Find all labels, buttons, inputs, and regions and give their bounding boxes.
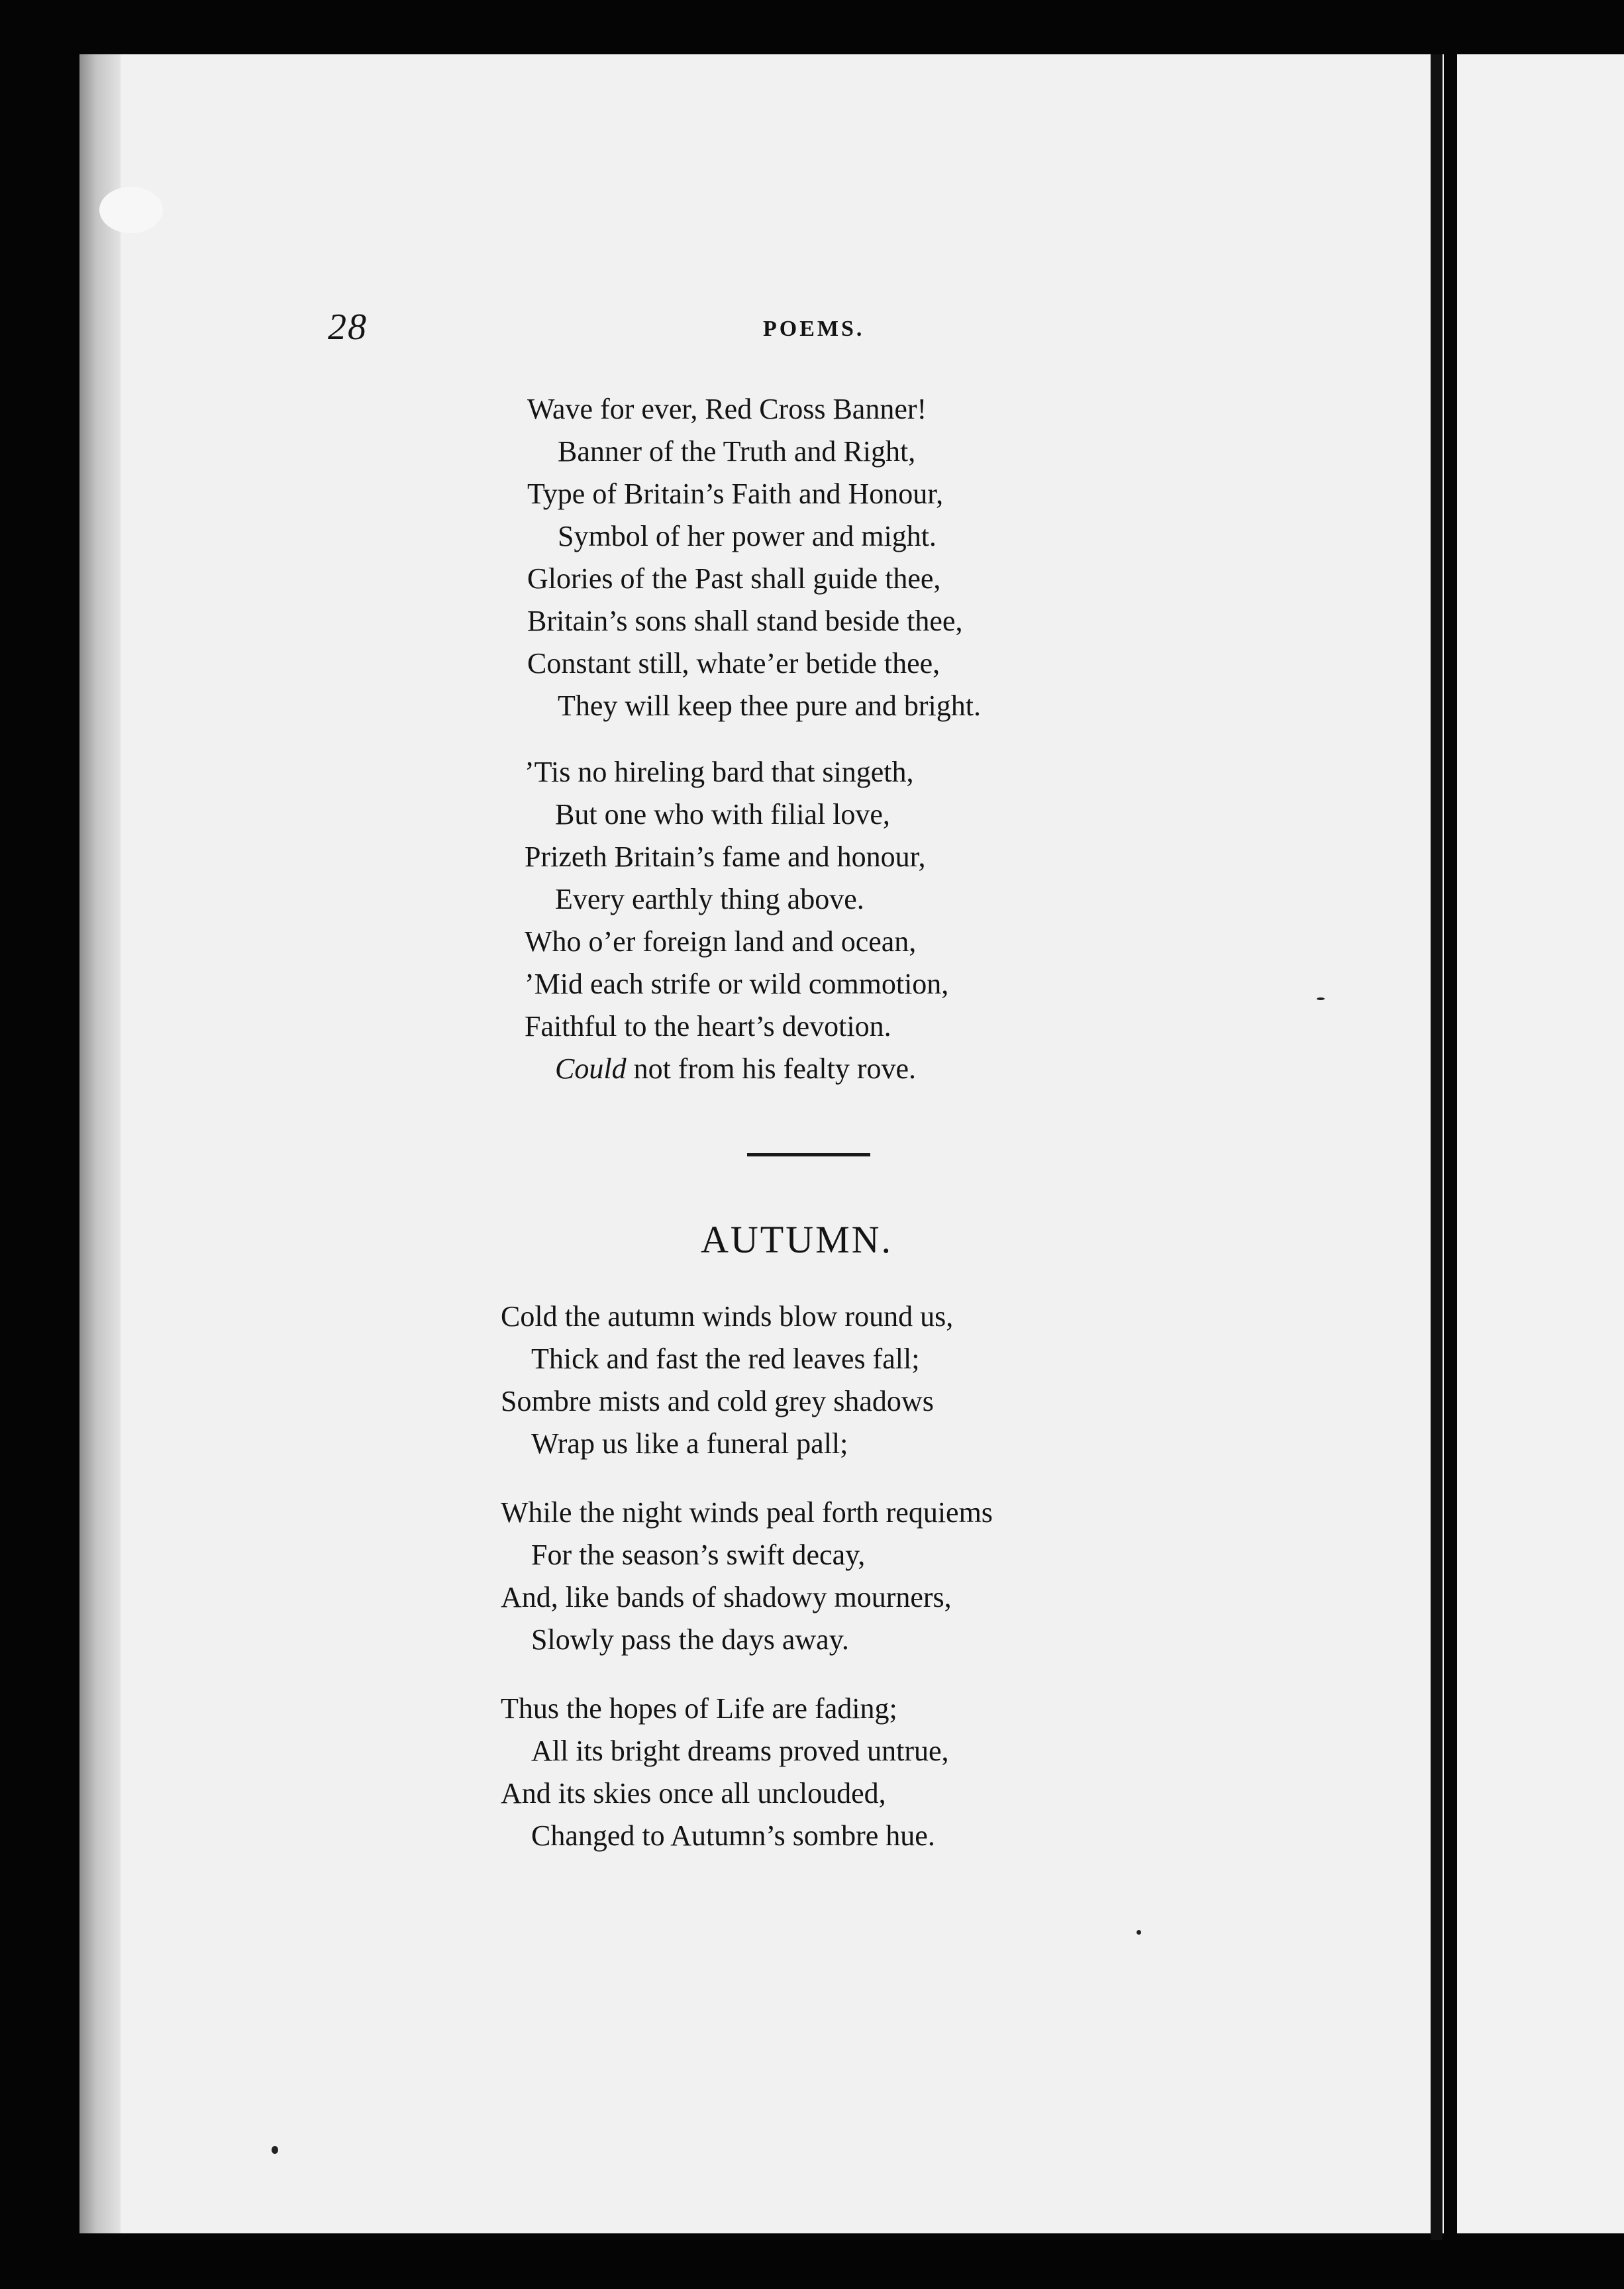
poem-title: AUTUMN. [701,1218,893,1261]
verse-line: Who o’er foreign land and ocean, [525,925,917,958]
verse-line: Wave for ever, Red Cross Banner! [527,393,927,425]
verse-line: And, like bands of shadowy mourners, [501,1581,952,1613]
page-number: 28 [328,307,368,348]
poem2-stanza-3 [501,1688,949,1857]
verse-line: Cold the autumn winds blow round us, [501,1300,954,1333]
verse-line: ’Tis no hireling bard that singeth, [525,756,914,788]
facing-page-edge [1457,54,1624,2233]
poem2-stanza-2 [501,1492,993,1661]
verse-line: Faithful to the heart’s devotion. [525,1010,891,1043]
poem1-stanza-1 [527,388,981,727]
section-rule [747,1153,870,1156]
ink-dot [1137,1930,1141,1935]
verse-line: Symbol of her power and might. [558,520,937,552]
verse-line: Constant still, whate’er betide thee, [527,647,940,680]
running-head: POEMS. [763,317,865,341]
ink-dot [272,2146,278,2154]
verse-line: And its skies once all unclouded, [501,1777,886,1809]
verse-line: Every earthly thing above. [555,883,864,915]
verse-line: Thick and fast the red leaves fall; [531,1343,920,1375]
page-gutter-shadow [79,54,121,2233]
verse-line: Slowly pass the days away. [531,1623,849,1656]
verse-line: They will keep thee pure and bright. [558,689,982,722]
ink-dot [1317,997,1325,1000]
verse-line-last [525,1048,948,1090]
verse-line: Thus the hopes of Life are fading; [501,1692,897,1725]
page-edge-divider [1431,54,1443,2240]
page-sheet [79,54,1444,2233]
verse-line: Banner of the Truth and Right, [558,435,916,468]
italic-word: Could [555,1052,627,1085]
verse-line: But one who with filial love, [555,798,890,831]
poem2-stanza-1 [501,1296,953,1465]
verse-line: While the night winds peal forth requiems [501,1496,993,1529]
verse-line-rest: not from his fealty rove. [626,1052,917,1085]
verse-line: Changed to Autumn’s sombre hue. [531,1819,935,1852]
poem1-stanza-2 [525,751,948,1090]
paper-speck [99,187,163,233]
verse-line: Britain’s sons shall stand beside thee, [527,605,963,637]
verse-line: Sombre mists and cold grey shadows [501,1385,934,1417]
verse-line: Glories of the Past shall guide thee, [527,562,941,595]
verse-line: Wrap us like a funeral pall; [531,1427,848,1460]
verse-line: ’Mid each strife or wild commotion, [525,968,949,1000]
verse-line: For the season’s swift decay, [531,1539,866,1571]
verse-line: All its bright dreams proved untrue, [531,1735,949,1767]
verse-line: Type of Britain’s Faith and Honour, [527,478,944,510]
verse-line: Prizeth Britain’s fame and honour, [525,840,926,873]
